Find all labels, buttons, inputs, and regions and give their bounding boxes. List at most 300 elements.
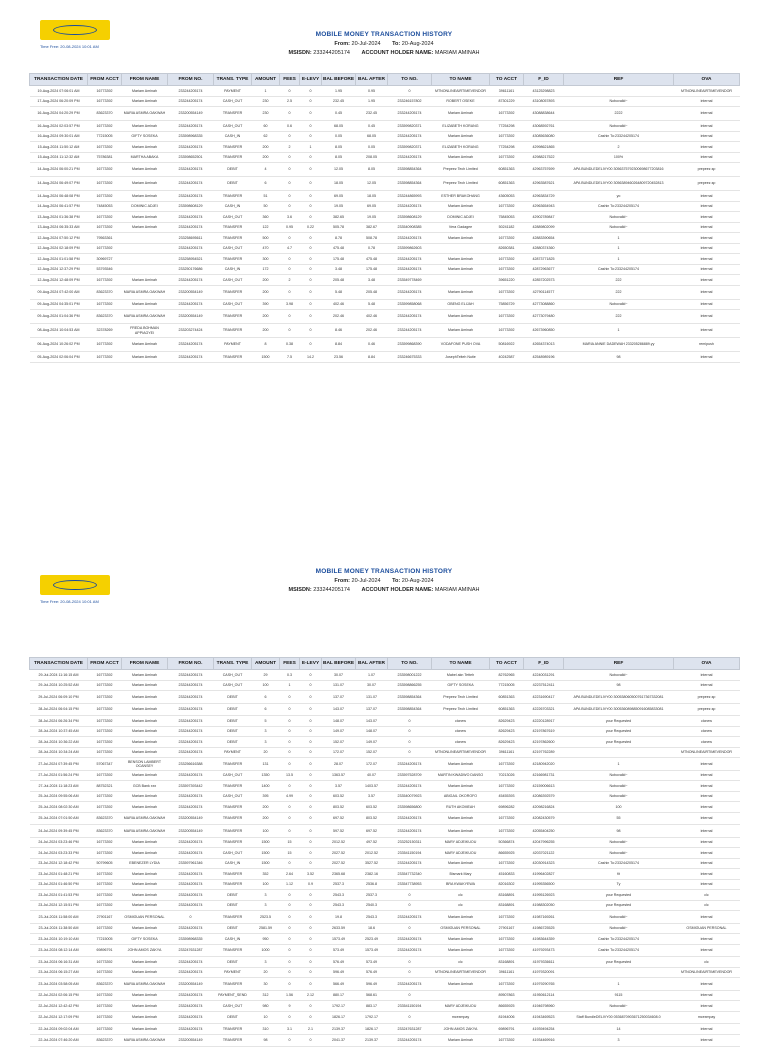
table-row	[30, 670, 740, 681]
table-cell: Mariam Aminah	[122, 691, 168, 704]
table-cell: 0	[300, 670, 322, 681]
table-row	[30, 869, 740, 880]
table-cell: 16773392	[88, 890, 122, 901]
table-cell: CASH_OUT	[214, 212, 252, 223]
table-cell: 41987169261	[524, 911, 564, 924]
table-cell: 233244205174	[388, 324, 432, 338]
table-cell: 2.64	[280, 869, 300, 880]
table-cell: 6	[252, 691, 280, 704]
table-cell: 0	[388, 737, 432, 748]
table-cell: 27901167	[88, 911, 122, 924]
table-cell: internal	[674, 978, 740, 991]
table-cell: 233598968335	[168, 131, 214, 142]
table-cell: 222	[564, 310, 674, 324]
table-cell: 3	[564, 1034, 674, 1047]
table-cell: 233244205174	[388, 233, 432, 244]
table-cell: 41979293473	[524, 944, 564, 957]
statement-header	[0, 31, 768, 56]
table-cell: Bismark Mary	[432, 869, 490, 880]
table-cell: 149.07	[322, 726, 356, 737]
table-cell: 2027.52	[322, 858, 356, 869]
table-cell: 697.52	[356, 825, 388, 838]
table-cell: 233203274424	[168, 324, 214, 338]
table-cell: 28-Jul-2024 10:34:24 AM	[30, 747, 88, 758]
table-cell: PAYMENT	[214, 338, 252, 352]
table-cell: 14-Aug-2024 06:00:21 PM	[30, 163, 88, 177]
table-cell: internal	[674, 131, 740, 142]
table-cell: 0	[300, 716, 322, 727]
table-cell: 42030914323	[524, 858, 564, 869]
table-cell: internal	[674, 990, 740, 1001]
table-cell: 883.17	[356, 1001, 388, 1012]
table-cell: 16773392	[88, 1001, 122, 1012]
table-cell: 87301229	[490, 96, 524, 107]
table-cell: Ty	[564, 879, 674, 890]
table-cell: Prepeez Tech Limited	[432, 163, 490, 177]
table-cell: 09-Aug-2024 07:42:00 AM	[30, 285, 88, 299]
table-cell: 0	[280, 264, 300, 275]
table-cell: 40.07	[356, 770, 388, 781]
table-cell: internal	[674, 770, 740, 781]
table-cell: 100	[252, 680, 280, 691]
table-cell: 233244205174	[388, 131, 432, 142]
table-cell: 0	[300, 802, 322, 813]
column-header: FROM NO.	[168, 658, 214, 670]
table-cell: 41979336611	[524, 957, 564, 968]
table-cell: 42231690417	[524, 691, 564, 704]
statement-header	[0, 568, 768, 593]
table-cell: OBENG ELIJAH	[432, 299, 490, 310]
table-cell: 233258954521	[168, 254, 214, 265]
table-cell: CASH_OUT	[214, 275, 252, 286]
table-cell: 42166981731	[524, 770, 564, 781]
table-cell: 43108057893	[524, 96, 564, 107]
table-cell: 803.52	[356, 812, 388, 825]
table-cell: 596.49	[322, 967, 356, 978]
table-cell: 77254298	[490, 142, 524, 153]
table-cell: 0	[280, 716, 300, 727]
table-cell: 233247631287	[168, 944, 214, 957]
table-cell: APA BUNDLEDELIVY00 3056389460264809720452813	[564, 177, 674, 191]
column-header: OVA	[674, 658, 740, 670]
table-header-row	[30, 74, 740, 86]
table-cell: 0	[300, 86, 322, 97]
table-cell: 17-Aug-2024 06:20:09 PM	[30, 96, 88, 107]
table-cell: BRA KWAKYEWA	[432, 879, 490, 890]
table-cell: MARY ADJEIKUOU	[432, 1001, 490, 1012]
table-row	[30, 900, 740, 911]
table-cell: 0	[300, 747, 322, 758]
to-value: 20-Aug-2024	[401, 578, 434, 584]
table-cell: 60851363	[490, 163, 524, 177]
table-cell: 233244205174	[388, 107, 432, 121]
table-cell: 18.05	[356, 191, 388, 202]
table-cell: 25-Jul-2024 07:01:50 AM	[30, 812, 88, 825]
table-cell: 0	[300, 781, 322, 792]
table-row	[30, 848, 740, 859]
table-cell: 30.07	[356, 680, 388, 691]
table-cell: VODAFONE PUSH OVA	[432, 338, 490, 352]
table-cell: 60	[252, 121, 280, 132]
table-cell: 23-Jul-2024 08:12:14 AM	[30, 944, 88, 957]
table-row	[30, 222, 740, 233]
msisdn-value: 233244205174	[313, 50, 350, 56]
table-cell: 131.07	[322, 680, 356, 691]
table-cell: clc	[674, 957, 740, 968]
table-cell: Mariam Aminah	[122, 879, 168, 890]
table-cell: Mariam Aminah	[122, 275, 168, 286]
table-cell: 42240031291	[524, 670, 564, 681]
table-cell: 573.49	[356, 957, 388, 968]
table-cell: internal	[674, 243, 740, 254]
table-cell: Mariam Aminah	[432, 911, 490, 924]
column-header: AMOUNT	[252, 74, 280, 86]
table-cell: 233244205174	[168, 222, 214, 233]
table-cell: 233244205174	[168, 923, 214, 934]
table-cell: MARY ADJEIKUOU	[432, 837, 490, 848]
table-cell: 0	[280, 163, 300, 177]
table-cell: 16773392	[88, 869, 122, 880]
table-cell: 68.05	[322, 121, 356, 132]
table-cell: 42872963677	[524, 264, 564, 275]
table-row	[30, 1011, 740, 1024]
table-cell: DEBIT	[214, 900, 252, 911]
table-cell: 42773088860	[524, 299, 564, 310]
table-row	[30, 142, 740, 153]
table-cell: 233244205174	[168, 990, 214, 1001]
table-cell: DEBIT	[214, 737, 252, 748]
table-cell: internal	[674, 858, 740, 869]
table-cell: internal	[674, 285, 740, 299]
table-cell: 16773392	[88, 670, 122, 681]
table-cell: 233200554149	[168, 812, 214, 825]
table-cell: 568.61	[356, 990, 388, 1001]
table-cell: 12-Aug-2024 01:01:58 PM	[30, 254, 88, 265]
table-cell: MARIA ASMRA OAKWAH	[122, 107, 168, 121]
table-cell: MTNONLINEAIRTIMEVENDOR	[674, 967, 740, 978]
table-cell: 2543.3	[356, 911, 388, 924]
table-cell: DEBIT	[214, 1011, 252, 1024]
table-cell: 352	[252, 869, 280, 880]
table-cell: 8.84	[322, 338, 356, 352]
table-row	[30, 691, 740, 704]
table-cell: internal	[674, 264, 740, 275]
table-cell: 16773392	[88, 191, 122, 202]
table-cell: 233244205174	[168, 747, 214, 758]
transaction-table-page-1	[29, 73, 740, 363]
table-cell: 566.49	[322, 978, 356, 991]
table-cell: 16773392	[88, 1024, 122, 1035]
table-cell: Mariam Aminah	[432, 310, 490, 324]
table-cell: 41995356500	[524, 879, 564, 890]
table-cell: 77215005	[88, 934, 122, 945]
table-cell: PAYMENT	[214, 86, 252, 97]
table-cell: 200	[252, 324, 280, 338]
table-cell: 16773392	[88, 716, 122, 727]
table-cell: GIFTY SOSEKA	[122, 131, 168, 142]
table-cell: 222	[564, 275, 674, 286]
table-cell: 233244205174	[168, 900, 214, 911]
table-cell: 1	[300, 142, 322, 153]
table-cell: 205.48	[322, 275, 356, 286]
table-row	[30, 802, 740, 813]
table-cell: 1	[564, 324, 674, 338]
table-cell: 233244205174	[168, 352, 214, 363]
table-cell: 2540.3	[356, 900, 388, 911]
table-row	[30, 201, 740, 212]
to-label: To:	[392, 578, 401, 584]
table-cell: 233244205174	[168, 770, 214, 781]
table-cell: 0	[280, 812, 300, 825]
table-cell: 19.05	[356, 212, 388, 223]
table-cell: 233244205174	[168, 212, 214, 223]
table-row	[30, 107, 740, 121]
table-cell: 16773392	[490, 758, 524, 771]
table-cell: 3.98	[280, 299, 300, 310]
table-cell: 16773392	[88, 222, 122, 233]
table-cell: Cashin To:233244205174	[564, 201, 674, 212]
table-cell: 42197862600	[524, 737, 564, 748]
table-cell: 2543.3	[322, 890, 356, 901]
table-cell: 41946798960	[524, 1001, 564, 1012]
table-cell: your Requested	[564, 716, 674, 727]
table-row	[30, 299, 740, 310]
table-cell: 233247631287	[388, 1024, 432, 1035]
column-header: TRANSACTION DATE	[30, 658, 88, 670]
table-cell: 233256616388	[168, 758, 214, 771]
table-cell: 0	[388, 726, 432, 737]
table-cell: 83623370	[88, 107, 122, 121]
table-cell: Cashin To:233244205174	[564, 264, 674, 275]
table-cell: 0	[300, 310, 322, 324]
table-cell: 475.48	[322, 243, 356, 254]
table-cell: 1.95	[322, 86, 356, 97]
table-cell: internal	[674, 212, 740, 223]
table-cell: 233244205174	[168, 879, 214, 890]
table-cell: 42880374360	[524, 243, 564, 254]
table-cell: 0	[280, 703, 300, 716]
table-cell: 233244865993	[388, 191, 432, 202]
table-cell: 1	[564, 254, 674, 265]
table-cell: TRANSFER	[214, 869, 252, 880]
table-cell: 15-Aug-2024 11:50:12 AM	[30, 142, 88, 153]
table-cell: your Requested	[564, 890, 674, 901]
table-cell: 508.78	[356, 233, 388, 244]
holder-value: MARIAM AMINAH	[434, 587, 480, 593]
table-cell: 12-Aug-2024 02:18:09 PM	[30, 243, 88, 254]
table-cell: 233598866255	[388, 680, 432, 691]
table-cell: 2139.37	[322, 1024, 356, 1035]
table-cell: 2.1	[300, 1024, 322, 1035]
table-cell: 1.12	[280, 879, 300, 890]
table-cell: 0	[280, 191, 300, 202]
table-cell: 19.05	[322, 201, 356, 212]
table-row	[30, 212, 740, 223]
table-cell: 233244205174	[388, 934, 432, 945]
table-cell: Mariam Aminah	[122, 86, 168, 97]
table-cell: 23-Jul-2024 12:15:51 PM	[30, 900, 88, 911]
table-cell: 1500	[252, 848, 280, 859]
table-cell: 2222	[564, 107, 674, 121]
table-cell: 18.05	[322, 177, 356, 191]
table-cell: Mariam Aminah	[122, 680, 168, 691]
table-cell: prepeez.sp	[674, 691, 740, 704]
table-cell: 2581.59	[252, 923, 280, 934]
table-cell: prepeez.sp	[674, 703, 740, 716]
table-cell: 16773392	[490, 944, 524, 957]
table-cell: 16773392	[88, 957, 122, 968]
table-cell	[122, 264, 168, 275]
table-cell: 0	[300, 243, 322, 254]
table-cell: internal	[674, 1024, 740, 1035]
table-cell: 16773392	[88, 923, 122, 934]
column-header: OVA	[674, 74, 740, 86]
table-cell: Nobovalid~	[564, 212, 674, 223]
table-row	[30, 338, 740, 352]
table-cell: Mariam Aminah	[432, 934, 490, 945]
table-cell: 16773392	[88, 96, 122, 107]
table-cell: 172.07	[356, 758, 388, 771]
table-cell: 1792.17	[322, 1001, 356, 1012]
table-cell: CASH_OUT	[214, 670, 252, 681]
table-cell: 28-Jul-2024 06:26:34 PM	[30, 716, 88, 727]
column-header: TRANS. TYPE	[214, 658, 252, 670]
table-row	[30, 990, 740, 1001]
table-row	[30, 703, 740, 716]
table-cell: 200	[252, 152, 280, 163]
table-cell: Mariam Aminah	[122, 96, 168, 107]
table-cell: 1.95	[356, 96, 388, 107]
table-cell: 0	[300, 900, 322, 911]
table-cell: 0	[300, 726, 322, 737]
table-cell: 0	[300, 934, 322, 945]
table-cell: 175.48	[322, 254, 356, 265]
table-cell: 39611161	[490, 747, 524, 758]
table-cell: 402.46	[356, 310, 388, 324]
table-cell: 205.48	[356, 285, 388, 299]
table-cell: 6	[252, 703, 280, 716]
column-header: REF	[564, 74, 674, 86]
table-row	[30, 770, 740, 781]
table-cell: 16773392	[490, 107, 524, 121]
table-cell: fit	[564, 869, 674, 880]
table-cell: 233549778469	[388, 275, 432, 286]
table-cell: 41983644359	[524, 934, 564, 945]
table-cell: 27-Jul-2024 01:56:24 PM	[30, 770, 88, 781]
table-cell: 2365.68	[322, 869, 356, 880]
table-cell: TRANSFER	[214, 1034, 252, 1047]
table-cell: 53793546	[88, 264, 122, 275]
table-cell: 233244205174	[168, 338, 214, 352]
table-cell: 3	[252, 737, 280, 748]
table-row	[30, 680, 740, 691]
table-cell: 77215005	[88, 131, 122, 142]
table-cell: 29-Jul-2024 10:25:52 AM	[30, 680, 88, 691]
table-cell: 576.49	[356, 967, 388, 978]
table-cell: 15	[280, 837, 300, 848]
table-cell: 233598608129	[388, 212, 432, 223]
column-header: FEES	[280, 74, 300, 86]
table-cell: 131	[252, 758, 280, 771]
to-label: To:	[392, 41, 401, 47]
table-cell: 14-Aug-2024 06:49:07 PM	[30, 177, 88, 191]
table-cell: 0	[280, 978, 300, 991]
table-cell: internal	[674, 825, 740, 838]
table-cell: TRANSFER	[214, 978, 252, 991]
table-cell: 0	[388, 86, 432, 97]
table-row	[30, 131, 740, 142]
table-cell: 83623370	[88, 978, 122, 991]
table-cell: 0	[280, 324, 300, 338]
table-cell: TRANSFER	[214, 142, 252, 153]
table-cell: 2	[280, 142, 300, 153]
table-cell: Mariam Aminah	[122, 177, 168, 191]
table-cell: internal	[674, 142, 740, 153]
table-row	[30, 944, 740, 957]
table-cell: 950	[252, 934, 280, 945]
table-cell: 233597528709	[388, 770, 432, 781]
table-cell: 3	[252, 900, 280, 911]
table-cell: 28-Jul-2024 10:36:22 AM	[30, 737, 88, 748]
table-cell: 0	[300, 299, 322, 310]
table-cell: Nobovalid~	[564, 96, 674, 107]
table-cell: EBENEZER LYDIA	[122, 858, 168, 869]
table-cell: 0	[280, 957, 300, 968]
table-row	[30, 781, 740, 792]
table-cell: 0	[280, 131, 300, 142]
table-cell: Mariam Aminah	[122, 869, 168, 880]
table-cell: 0	[280, 737, 300, 748]
table-cell: APA BUNDLEDELIVY00 3005380605007617367332081	[564, 691, 674, 704]
table-cell: Mariam Aminah	[122, 726, 168, 737]
table-cell: TRANSFER	[214, 191, 252, 202]
table-cell: 0	[300, 957, 322, 968]
table-row	[30, 967, 740, 978]
table-row	[30, 352, 740, 363]
table-cell: 0	[300, 1001, 322, 1012]
table-cell: 16773392	[88, 86, 122, 97]
table-cell: 83623370	[88, 825, 122, 838]
table-cell: PAYMENT	[214, 967, 252, 978]
table-cell: CASH_IN	[214, 264, 252, 275]
table-cell: 25-Jul-2024 08:02:30 AM	[30, 802, 88, 813]
table-cell: 12-Aug-2024 07:50:12 PM	[30, 233, 88, 244]
table-cell: 0	[388, 900, 432, 911]
table-cell: Prepeez Tech Limited	[432, 691, 490, 704]
table-cell: 42180942020	[524, 758, 564, 771]
table-cell: 16773392	[490, 264, 524, 275]
table-cell: 1	[252, 86, 280, 97]
table-cell: 70213026	[490, 770, 524, 781]
table-cell: 1	[564, 243, 674, 254]
table-cell: 42963757699	[524, 163, 564, 177]
table-cell: 233244205174	[168, 670, 214, 681]
table-row	[30, 1001, 740, 1012]
table-row	[30, 978, 740, 991]
table-cell: ABIGAIL OKOROFO	[432, 791, 490, 802]
table-row	[30, 275, 740, 286]
table-cell: MTNONLINEAIRTIMEVENDOR	[674, 747, 740, 758]
table-cell: Mariam Aminah	[122, 967, 168, 978]
table-row	[30, 758, 740, 771]
column-header: FEES	[280, 658, 300, 670]
table-cell: MARIA ASMRA OAKWAH	[122, 1034, 168, 1047]
table-cell: 233244205174	[388, 285, 432, 299]
table-row	[30, 957, 740, 968]
table-cell: internal	[674, 299, 740, 310]
table-cell: 23-Jul-2024 03:58:05 AM	[30, 978, 88, 991]
table-row	[30, 177, 740, 191]
